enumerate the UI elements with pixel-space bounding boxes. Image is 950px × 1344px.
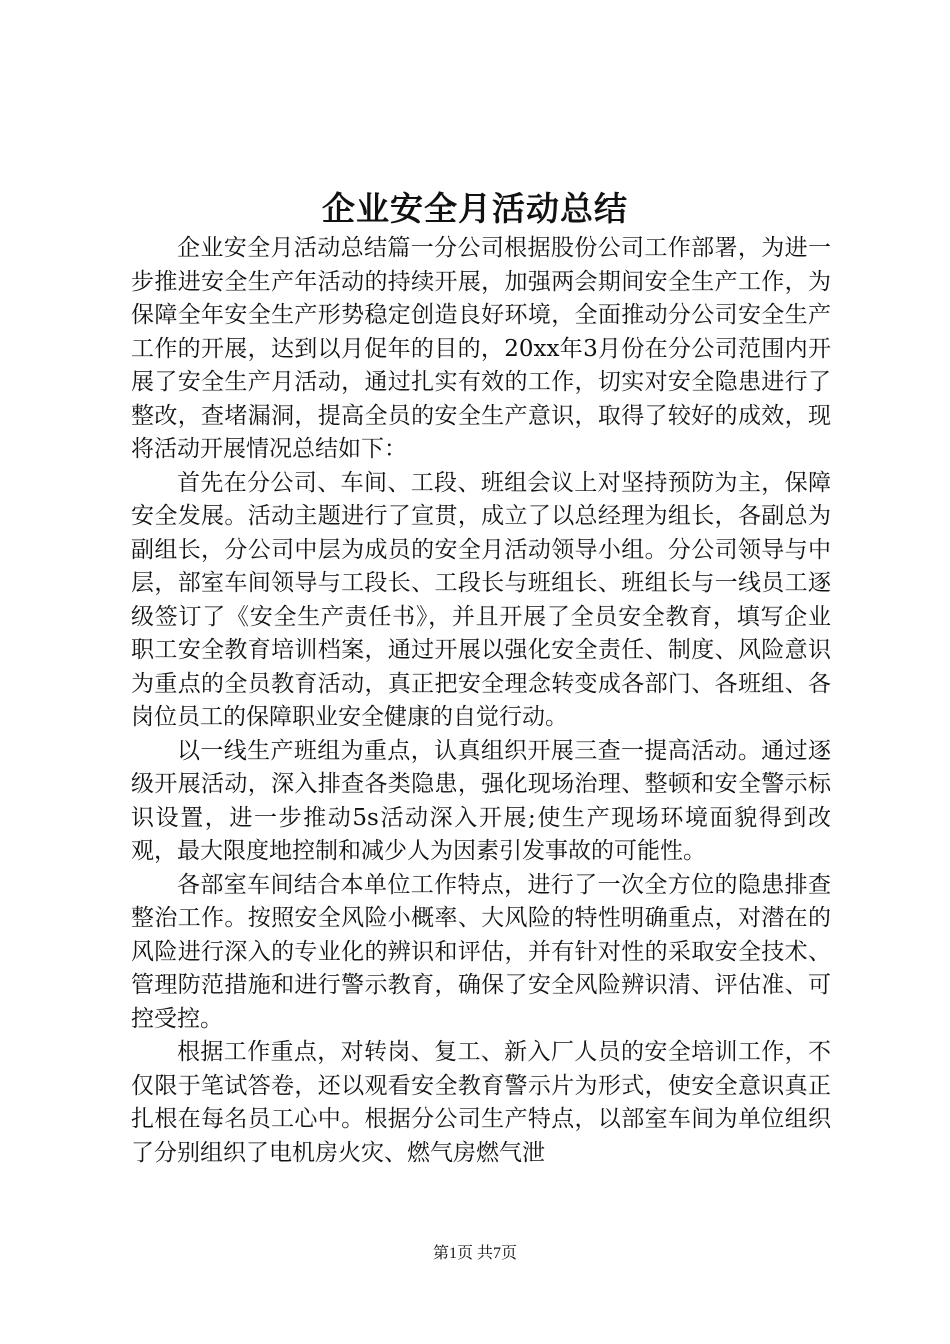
paragraph: 首先在分公司、车间、工段、班组会议上对坚持预防为主，保障安全发展。活动主题进行了宣贯，成立了以总经理为组长，各副总为副组长，分公司中层为成员的安全月活动领导小组。分公司领导与中层，部室车间领导与工段长、工段长与班组长、班组长与一线员工逐级签订了《安全生产责任书》，并且开展了全员安全教育，填写企业职工安全教育培训档案，通过开展以强化安全责任、制度、风险意识为重点的全员教育活动，真正把安全理念转变成各部门、各班组、各岗位员工的保障职业安全健康的自觉行动。 (131, 469, 831, 730)
paragraph: 企业安全月活动总结篇一分公司根据股份公司工作部署，为进一步推进安全生产年活动的持续开展，加强两会期间安全生产工作，为保障全年安全生产形势稳定创造良好环境，全面推动分公司安全生产工作的开展，达到以月促年的目的，20xx年3月份在分公司范围内开展了安全生产月活动，通过扎实有效的工作，切实对安全隐患进行了整改，查堵漏洞，提高全员的安全生产意识，取得了较好的成效，现将活动开展情况总结如下： (131, 235, 831, 462)
page-number-footer: 第1页 共7页 (432, 1245, 517, 1262)
paragraph: 以一线生产班组为重点，认真组织开展三查一提高活动。通过逐级开展活动，深入排查各类隐患，强化现场治理、整顿和安全警示标识设置，进一步推动5s活动深入开展;使生产现场环境面貌得到改观，最大限度地控制和减少人为因素引发事故的可能性。 (131, 737, 831, 864)
document-body (131, 232, 831, 1170)
paragraph: 根据工作重点，对转岗、复工、新入厂人员的安全培训工作，不仅限于笔试答卷，还以观看安全教育警示片为形式，使安全意识真正扎根在每名员工心中。根据分公司生产特点，以部室车间为单位组织了分别组织了电机房火灾、燃气房燃气泄 (131, 1039, 831, 1166)
paragraph: 各部室车间结合本单位工作特点，进行了一次全方位的隐患排查整治工作。按照安全风险小概率、大风险的特性明确重点，对潜在的风险进行深入的专业化的辨识和评估，并有针对性的采取安全技术、管理防范措施和进行警示教育，确保了安全风险辨识清、评估准、可控受控。 (131, 871, 831, 1032)
document-title: 企业安全月活动总结 (322, 189, 628, 228)
